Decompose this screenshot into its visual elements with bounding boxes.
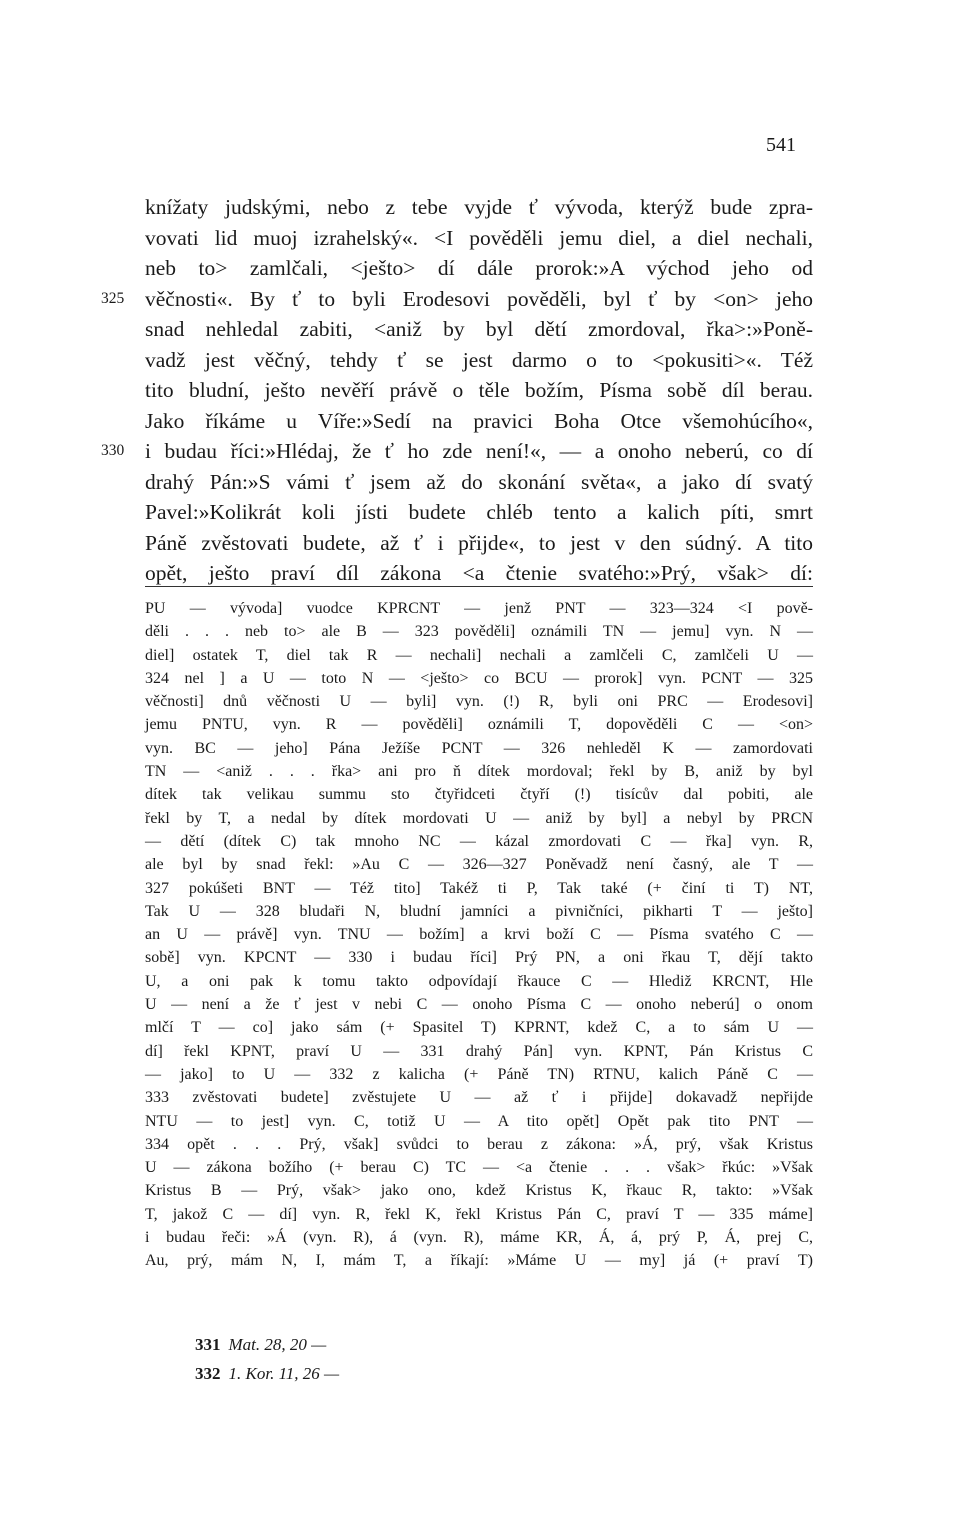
line-text: i budau říci:»Hlédaj, že ť ho zde není!«, — a onoho neberú, co dí [145, 439, 813, 463]
apparatus-line: 324 nel ] a U — toto N — <ješto> co BCU — prorok] vyn. PCNT — 325 [145, 669, 813, 687]
main-text-line [145, 253, 813, 284]
line-text: knížaty judskými, nebo z tebe vyjde ť vývoda, kterýž bude zpra- [145, 195, 813, 219]
apparatus-line: děli . . . neb to> ale B — 323 pověděli] oznámili TN — jemu] vyn. N — [145, 623, 813, 641]
main-text-line [101, 284, 813, 315]
line-text: vadž jest věčný, tehdy ť se jest darmo o to <pokusiti>«. Též [145, 347, 813, 372]
apparatus-line: Tak U — 328 bludaři N, bludní jamníci a pivničníci, pikharti T — ješto] [145, 902, 813, 920]
main-text-line [145, 497, 813, 528]
main-text-line [145, 314, 813, 345]
line-text: neb to> zamlčali, <ješto> dí dále prorok:»A východ jeho od [145, 256, 813, 280]
apparatus-line: T, jakož C — dí] vyn. R, řekl K, řekl Kristus Pán C, praví T — 335 máme] [145, 1205, 813, 1223]
apparatus-line: 333 zvěstovati budete] zvěstujete U — až ť i přijde] dokavadž nepřijde [145, 1089, 813, 1107]
critical-apparatus [145, 597, 813, 1273]
apparatus-line: sobě] vyn. KPCNT — 330 i budau říci] Prý PN, a oni řkau T, dějí takto [145, 949, 813, 967]
reference-line-number: 332 [195, 1364, 221, 1383]
reference-line [195, 1359, 339, 1388]
main-text [101, 192, 813, 589]
apparatus-line: NTU — to jest] vyn. C, totiž U — A tito opět] Opět pak tito PNT — [145, 1112, 813, 1130]
apparatus-line: — dětí (dítek C) tak mnoho NC — kázal zmordovati C — řka] vyn. R, [145, 832, 813, 850]
apparatus-line: jemu PNTU, vyn. R — pověděli] oznámili T, dopověděli C — <on> [145, 716, 813, 734]
apparatus-line: — jako] to U — 332 z kalicha (+ Páně TN) RTNU, kalich Páně C — [145, 1065, 813, 1083]
biblical-references [195, 1330, 339, 1388]
main-text-line [145, 406, 813, 437]
apparatus-line: 327 pokúšeti BNT — Též tito] Takéž ti P, Tak také (+ činí ti T) NT, [145, 879, 813, 897]
main-text-line [145, 467, 813, 498]
page-number: 541 [766, 134, 796, 156]
line-text: věčnosti«. By ť to byli Erodesovi pověděli, byl ť by <on> jeho [145, 286, 813, 311]
apparatus-line: Kristus B — Prý, však> jako ono, kdež Kristus K, řkauc R, takto: »Však [145, 1182, 813, 1200]
apparatus-line: diel] ostatek T, diel tak R — nechali] nechali a zamlčeli C, zamlčeli U — [145, 646, 813, 664]
line-text: Páně zvěstovati budete, až ť i přijde«, to jest v den súdný. A tito [145, 530, 813, 555]
apparatus-line: 334 opět . . . Prý, však] svůdci to berau z zákona: »Á, prý, však Kristus [145, 1135, 813, 1153]
main-text-line [101, 436, 813, 467]
apparatus-line: Au, prý, mám N, I, mám T, a říkají: »Máme U — my] já (+ praví T) [145, 1252, 813, 1270]
apparatus-line: dítek tak velikau summu sto čtyřidceti čtyří (!) tisícův dal pobiti, ale [145, 786, 813, 804]
main-text-line [145, 528, 813, 559]
main-text-line [145, 223, 813, 254]
footnote-divider [145, 586, 813, 587]
apparatus-line: věčnosti] dnů věčnosti U — byli] vyn. (!) R, byli oni PRC — Erodesovi] [145, 693, 813, 711]
main-text-line [145, 558, 813, 589]
line-text: opět, ješto praví díl zákona <a čtenie svatého:»Prý, však> dí: [145, 561, 813, 585]
line-number: 330 [101, 442, 125, 459]
apparatus-line: vyn. BC — jeho] Pána Ježíše PCNT — 326 nehleděl K — zamordovati [145, 739, 813, 757]
line-text: vovati lid muoj izrahelský«. <I pověděli jemu diel, a diel nechali, [145, 225, 813, 250]
apparatus-line: mlčí T — co] jako sám (+ Spasitel T) KPRNT, kdež C, a to sám U — [145, 1019, 813, 1037]
apparatus-line: řekl by T, a nedal by dítek mordovati U — aniž by byl] a nebyl by PRCN [145, 809, 813, 827]
main-text-line [145, 375, 813, 406]
reference-citation: Mat. 28, 20 — [228, 1335, 327, 1354]
main-text-line [145, 192, 813, 223]
reference-line [195, 1330, 339, 1359]
line-number: 325 [101, 289, 125, 307]
apparatus-line: dí] řekl KPNT, praví U — 331 drahý Pán] vyn. KPNT, Pán Kristus C [145, 1042, 813, 1060]
apparatus-line: an U — právě] vyn. TNU — božím] a krvi boží C — Písma svatého C — [145, 926, 813, 944]
apparatus-line: PU — vývoda] vuodce KPRCNT — jenž PNT — 323—324 <I pově- [145, 600, 813, 617]
apparatus-line: U — zákona božího (+ berau C) TC — <a čtenie . . . však> řkúc: »Však [145, 1159, 813, 1177]
reference-line-number: 331 [195, 1335, 221, 1354]
apparatus-line: TN — <aniž . . . řka> ani pro ň dítek mordoval; řekl by B, aniž by byl [145, 763, 813, 781]
reference-citation: 1. Kor. 11, 26 — [228, 1364, 340, 1383]
line-text: Jako říkáme u Víře:»Sedí na pravici Boha Otce všemohúcího«, [145, 408, 813, 433]
line-text: snad nehledal zabiti, <aniž by byl dětí zmordoval, řka>:»Poně- [145, 317, 813, 341]
apparatus-line: i budau řeči: »Á (vyn. R), á (vyn. R), máme KR, Á, á, prý P, Á, prej C, [145, 1229, 813, 1247]
line-text: tito bludní, ješto nevěří právě o těle božím, Písma sobě díl berau. [145, 378, 813, 402]
line-text: drahý Pán:»S vámi ť jsem až do skonání světa«, a jako dí svatý [145, 469, 813, 494]
apparatus-line: ale byl by snad řekl: »Au C — 326—327 Poněvadž není časný, ale T — [145, 856, 813, 874]
apparatus-line: U — není a že ť jest v nebi C — onoho Písma C — onoho neberú] o onom [145, 996, 813, 1014]
main-text-line [145, 345, 813, 376]
line-text: Pavel:»Kolikrát koli jísti budete chléb tento a kalich píti, smrt [145, 500, 813, 524]
apparatus-line: U, a oni pak k tomu takto odpovídají řkauce C — Hlediž KRCNT, Hle [145, 972, 813, 990]
